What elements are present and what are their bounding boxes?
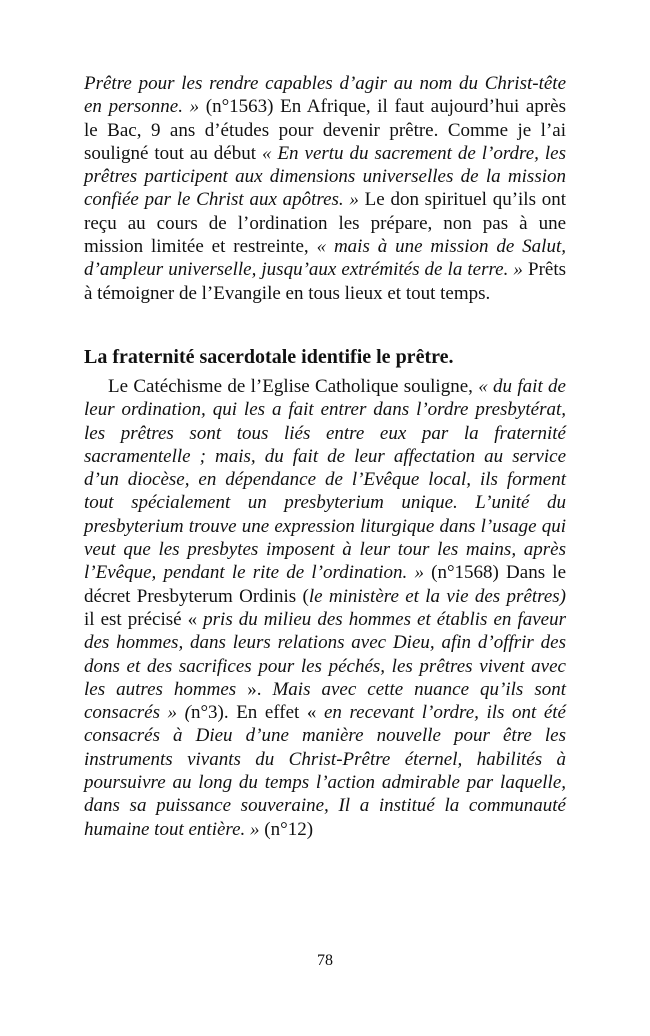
text-run: n°3). En effet «	[190, 702, 324, 724]
body-paragraph-2	[84, 375, 566, 841]
text-run: (n°1568) Dans le décret Presbyterum Ordinis (	[84, 562, 566, 607]
italic-quote-run: en recevant l’ordre, ils ont été consacrés à Dieu d’une manière nouvelle pour être les instruments vivants du Christ-Prêtre éternel, habilités à poursuivre au long du temps l’action admirable par laquelle, dans sa puissance souveraine, Il a institué la communauté humaine tout entière. »	[84, 702, 566, 840]
body-paragraph-1	[84, 72, 566, 305]
italic-quote-run: « du fait de leur ordination, qui les a fait entrer dans l’ordre presbytérat, les prêtres sont tous liés entre eux par la fraternité sacramentelle ; mais, du fait de leur affectation au service d’un diocèse, en dépendance de l’Evêque local, ils forment tout spécialement un presbyterium unique. L’unité du presbyterium trouve une expression liturgique dans l’usage qui veut que les presbytes imposent à leur tour les mains, après l’Evêque, pendant le rite de l’ordination. »	[84, 375, 566, 584]
section-heading: La fraternité sacerdotale identifie le prêtre.	[84, 345, 454, 368]
page-number: 78	[317, 952, 333, 969]
text-run: Le Catéchisme de l’Eglise Catholique souligne,	[108, 375, 479, 397]
text-run: Le don spirituel qu’ils ont reçu au cours de l’ordination les prépare, non pas à une mission limitée et restreinte,	[84, 189, 566, 258]
italic-quote-run: Prêtre pour les rendre capables d’agir au nom du Christ-tête en personne. »	[84, 73, 566, 118]
italic-quote-run: pris du milieu des hommes et établis en faveur des hommes, dans leurs relations avec Dieu, afin d’offrir des dons et des sacrifices pour les péchés, les prêtres vivent avec les autres hommes	[84, 608, 566, 700]
page-body	[84, 72, 566, 841]
italic-quote-run: « En vertu du sacrement de l’ordre, les prêtres participent aux dimensions universelles de la mission confiée par le Christ aux apôtres. »	[84, 142, 566, 211]
italic-quote-run: Mais avec cette nuance qu’ils sont consacrés » (	[84, 678, 567, 724]
italic-quote-run: « mais à une mission de Salut, d’ampleur universelle, jusqu’aux extrémités de la terre. »	[84, 236, 566, 281]
italic-quote-run: le ministère et la vie des prêtres)	[308, 585, 566, 607]
text-run: il est précisé «	[84, 608, 204, 630]
text-run: (n°1563) En Afrique, il faut aujourd’hui après le Bac, 9 ans d’études pour devenir prêtre. Comme je l’ai souligné tout au début	[84, 96, 566, 164]
text-run: ».	[236, 678, 273, 700]
text-run: (n°12)	[259, 818, 314, 840]
text-run: Prêts à témoigner de l’Evangile en tous lieux et tout temps.	[84, 259, 567, 304]
